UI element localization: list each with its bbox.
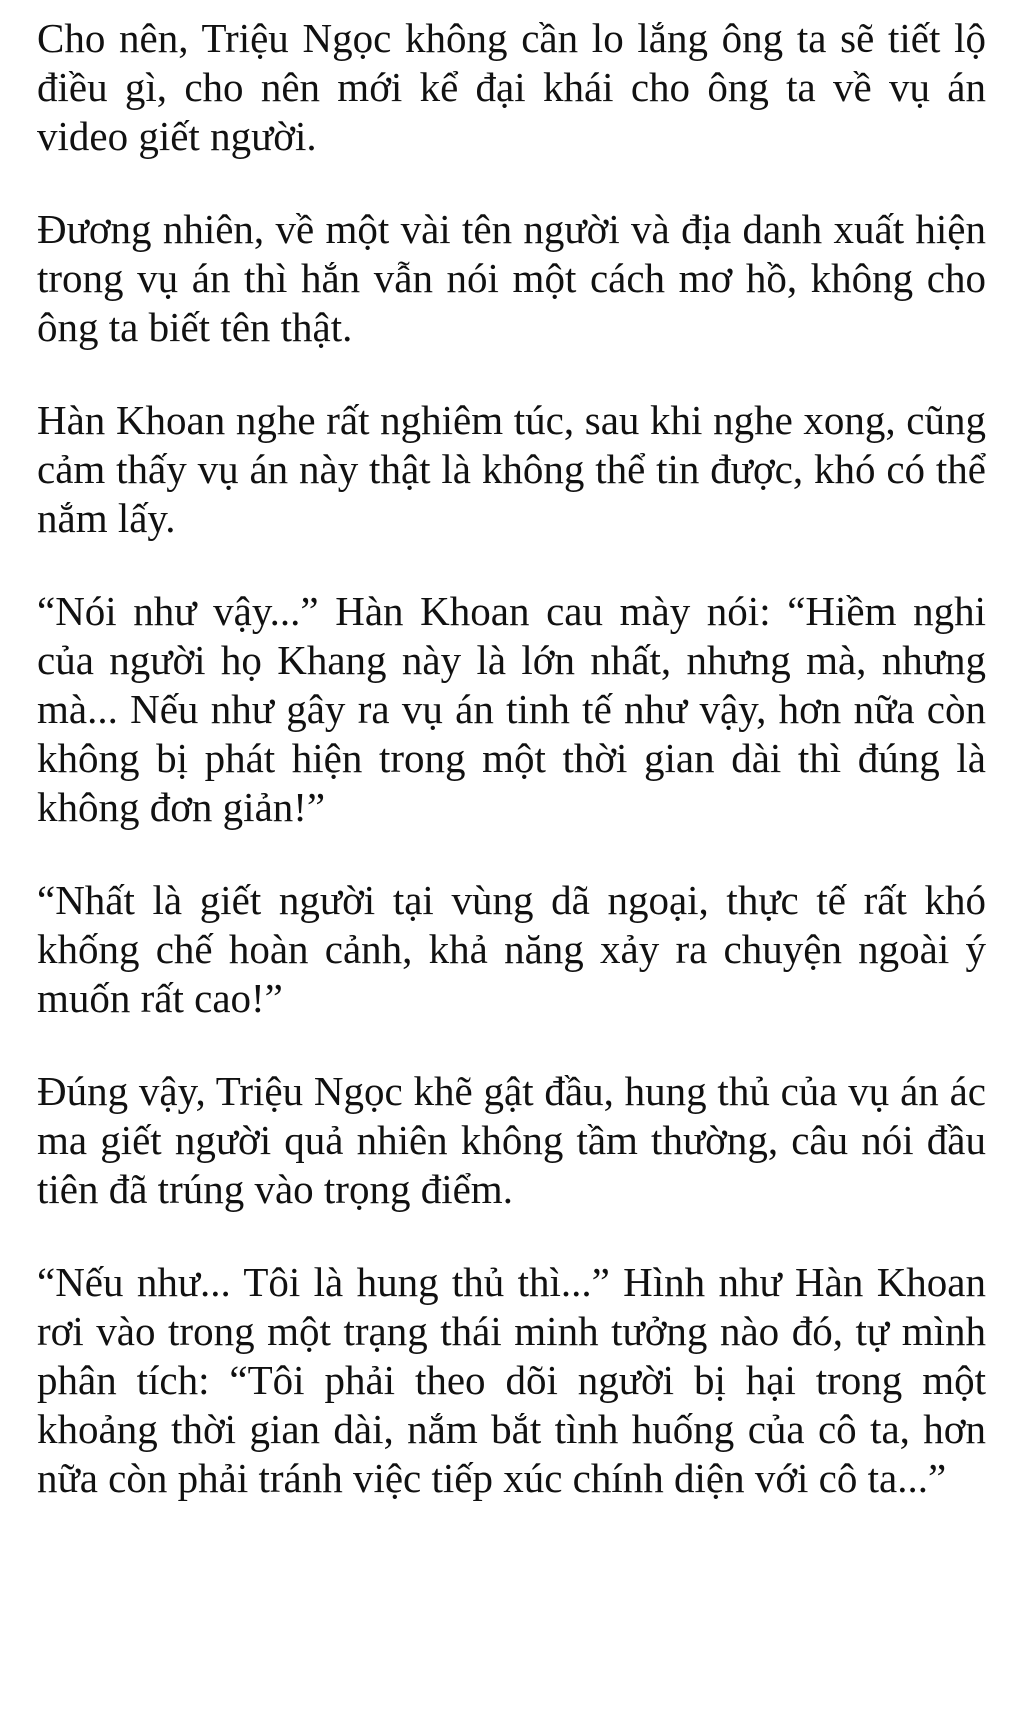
paragraph: “Nếu như... Tôi là hung thủ thì...” Hình như Hàn Khoan rơi vào trong một trạng thái minh tưởng nào đó, tự mình phân tích: “Tôi phải theo dõi người bị hại trong một khoảng thời gian dài, nắm bắt tình huống của cô ta, hơn nữa còn phải tránh việc tiếp xúc chính diện với cô ta...” — [37, 1259, 986, 1501]
paragraph: Cho nên, Triệu Ngọc không cần lo lắng ông ta sẽ tiết lộ điều gì, cho nên mới kể đại khái cho ông ta về vụ án video giết người. — [37, 15, 986, 159]
paragraph: Đúng vậy, Triệu Ngọc khẽ gật đầu, hung thủ của vụ án ác ma giết người quả nhiên không tầm thường, câu nói đầu tiên đã trúng vào trọng điểm. — [37, 1068, 986, 1212]
paragraph: “Nhất là giết người tại vùng dã ngoại, thực tế rất khó khống chế hoàn cảnh, khả năng xảy ra chuyện ngoài ý muốn rất cao!” — [37, 877, 986, 1021]
paragraph: Đương nhiên, về một vài tên người và địa danh xuất hiện trong vụ án thì hắn vẫn nói một cách mơ hồ, không cho ông ta biết tên thật. — [37, 206, 986, 350]
paragraph: Hàn Khoan nghe rất nghiêm túc, sau khi nghe xong, cũng cảm thấy vụ án này thật là không thể tin được, khó có thể nắm lấy. — [37, 397, 986, 541]
paragraph: “Nói như vậy...” Hàn Khoan cau mày nói: “Hiềm nghi của người họ Khang này là lớn nhất, nhưng mà, nhưng mà... Nếu như gây ra vụ án tinh tế như vậy, hơn nữa còn không bị phát hiện trong một thời gian dài thì đúng là không đơn giản!” — [37, 588, 986, 830]
